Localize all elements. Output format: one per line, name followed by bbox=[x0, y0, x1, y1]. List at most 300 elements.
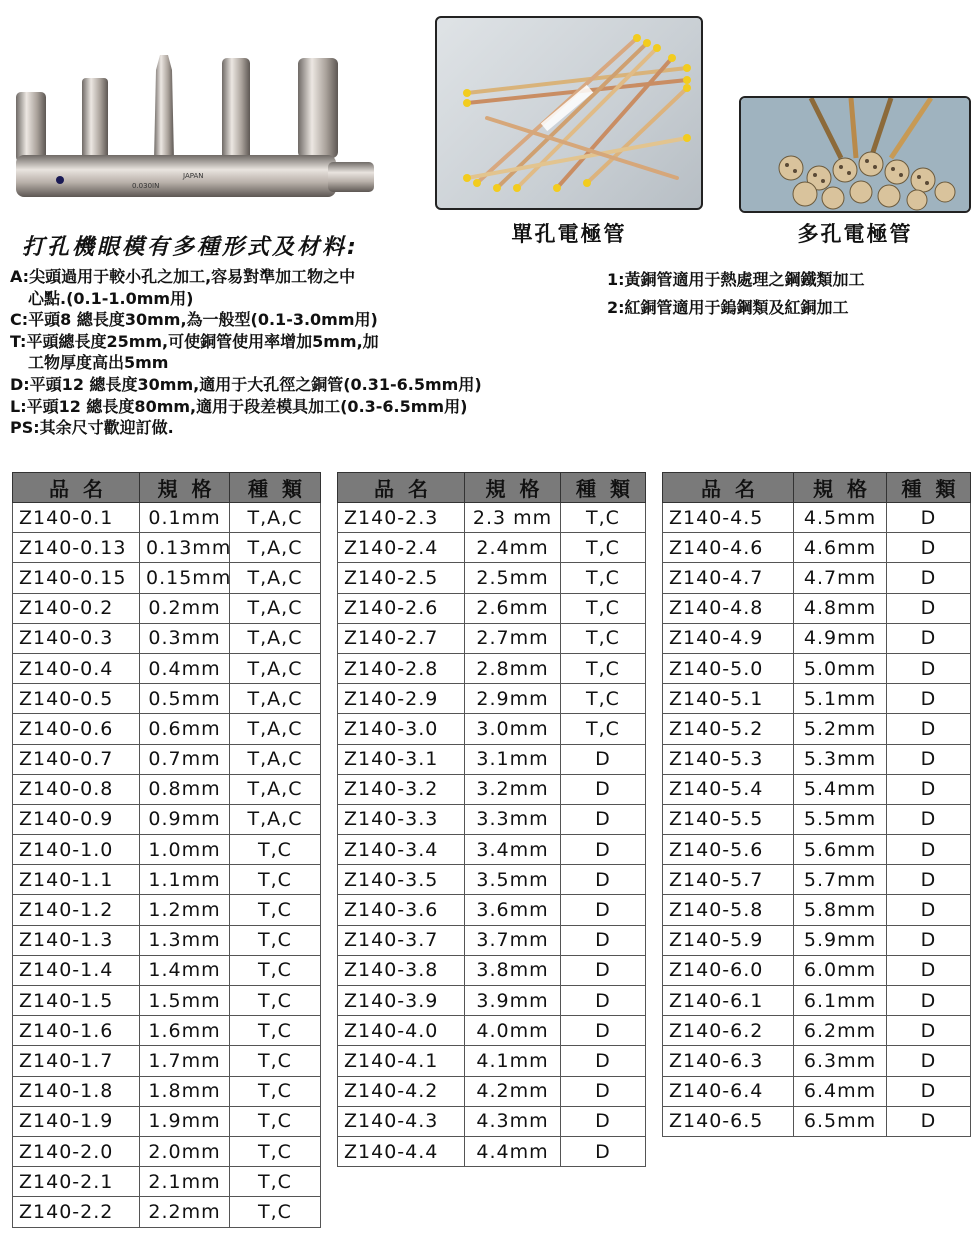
material-note: 2:紅銅管適用于鎢鋼類及紅銅加工 bbox=[607, 298, 849, 317]
product-name-cell: Z140-1.5 bbox=[13, 986, 140, 1016]
product-name-cell: Z140-5.5 bbox=[663, 804, 794, 834]
type-cell: T,C bbox=[230, 895, 321, 925]
type-cell: T,C bbox=[561, 503, 646, 533]
type-cell: D bbox=[561, 1136, 646, 1166]
spec-cell: 2.5mm bbox=[465, 563, 561, 593]
type-cell: D bbox=[887, 1046, 971, 1076]
table-row bbox=[338, 865, 646, 895]
table-row bbox=[338, 955, 646, 985]
type-cell: T,C bbox=[230, 1136, 321, 1166]
product-name-cell: Z140-2.3 bbox=[338, 503, 465, 533]
spec-table-2 bbox=[337, 472, 646, 1167]
table-row bbox=[338, 804, 646, 834]
table-row bbox=[338, 925, 646, 955]
spec-cell: 6.0mm bbox=[794, 955, 887, 985]
table-row bbox=[13, 1167, 321, 1197]
type-cell: T,C bbox=[230, 1197, 321, 1227]
product-name-cell: Z140-6.2 bbox=[663, 1016, 794, 1046]
table-row bbox=[13, 1106, 321, 1136]
spec-cell: 2.9mm bbox=[465, 684, 561, 714]
table-row bbox=[338, 895, 646, 925]
table-row bbox=[338, 533, 646, 563]
table-row bbox=[338, 593, 646, 623]
spec-cell: 3.9mm bbox=[465, 986, 561, 1016]
spec-cell: 3.4mm bbox=[465, 835, 561, 865]
single-hole-tubes-illustration bbox=[437, 18, 701, 208]
type-cell: D bbox=[887, 684, 971, 714]
spec-cell: 3.6mm bbox=[465, 895, 561, 925]
table-row bbox=[13, 563, 321, 593]
table-row bbox=[338, 503, 646, 533]
type-cell: T,A,C bbox=[230, 503, 321, 533]
table-row bbox=[13, 774, 321, 804]
table-row bbox=[338, 1076, 646, 1106]
spec-cell: 3.7mm bbox=[465, 925, 561, 955]
type-cell: D bbox=[887, 925, 971, 955]
table-row bbox=[338, 1136, 646, 1166]
header-type: 種類 bbox=[561, 473, 646, 503]
product-name-cell: Z140-3.8 bbox=[338, 955, 465, 985]
type-cell: D bbox=[887, 955, 971, 985]
table-row bbox=[13, 865, 321, 895]
spec-cell: 4.1mm bbox=[465, 1046, 561, 1076]
spec-cell: 2.2mm bbox=[140, 1197, 230, 1227]
spec-cell: 5.3mm bbox=[794, 744, 887, 774]
spec-cell: 1.0mm bbox=[140, 835, 230, 865]
type-cell: T,C bbox=[561, 714, 646, 744]
header-name: 品名 bbox=[663, 473, 794, 503]
product-name-cell: Z140-0.13 bbox=[13, 533, 140, 563]
multi-hole-tubes-illustration bbox=[741, 98, 969, 211]
spec-cell: 5.5mm bbox=[794, 804, 887, 834]
table-row bbox=[13, 1076, 321, 1106]
product-name-cell: Z140-0.1 bbox=[13, 503, 140, 533]
table-row bbox=[663, 804, 971, 834]
product-name-cell: Z140-0.6 bbox=[13, 714, 140, 744]
spec-cell: 6.5mm bbox=[794, 1106, 887, 1136]
table-row bbox=[663, 744, 971, 774]
header-type: 種類 bbox=[230, 473, 321, 503]
type-cell: T,C bbox=[230, 1167, 321, 1197]
spec-cell: 4.6mm bbox=[794, 533, 887, 563]
table-row bbox=[663, 714, 971, 744]
spec-cell: 1.4mm bbox=[140, 955, 230, 985]
spec-cell: 1.5mm bbox=[140, 986, 230, 1016]
type-cell: T,A,C bbox=[230, 623, 321, 653]
product-name-cell: Z140-5.4 bbox=[663, 774, 794, 804]
multi-hole-caption: 多孔電極管 bbox=[797, 222, 913, 246]
type-cell: D bbox=[887, 804, 971, 834]
product-name-cell: Z140-3.4 bbox=[338, 835, 465, 865]
product-name-cell: Z140-2.0 bbox=[13, 1136, 140, 1166]
product-name-cell: Z140-0.4 bbox=[13, 653, 140, 683]
product-name-cell: Z140-0.7 bbox=[13, 744, 140, 774]
note-line: L:平頭12 總長度80mm,適用于段差模具加工(0.3-6.5mm用) bbox=[10, 396, 468, 416]
note-line: 心點.(0.1-1.0mm用) bbox=[28, 288, 194, 308]
table-row bbox=[13, 714, 321, 744]
spec-cell: 5.8mm bbox=[794, 895, 887, 925]
table-row bbox=[13, 744, 321, 774]
product-name-cell: Z140-5.6 bbox=[663, 835, 794, 865]
table-row bbox=[13, 895, 321, 925]
product-name-cell: Z140-2.2 bbox=[13, 1197, 140, 1227]
product-name-cell: Z140-1.3 bbox=[13, 925, 140, 955]
type-cell: D bbox=[887, 714, 971, 744]
guide-marking-origin: JAPAN bbox=[183, 172, 204, 180]
product-name-cell: Z140-1.9 bbox=[13, 1106, 140, 1136]
product-name-cell: Z140-3.1 bbox=[338, 744, 465, 774]
spec-cell: 0.15mm bbox=[140, 563, 230, 593]
product-name-cell: Z140-0.15 bbox=[13, 563, 140, 593]
product-name-cell: Z140-3.3 bbox=[338, 804, 465, 834]
product-name-cell: Z140-5.2 bbox=[663, 714, 794, 744]
product-name-cell: Z140-4.2 bbox=[338, 1076, 465, 1106]
table-row bbox=[663, 623, 971, 653]
notes-left bbox=[10, 266, 482, 439]
table-row bbox=[663, 835, 971, 865]
type-cell: D bbox=[561, 955, 646, 985]
note-line: D:平頭12 總長度30mm,適用于大孔徑之銅管(0.31-6.5mm用) bbox=[10, 374, 482, 394]
type-cell: T,C bbox=[561, 563, 646, 593]
type-cell: D bbox=[887, 1016, 971, 1046]
product-name-cell: Z140-1.0 bbox=[13, 835, 140, 865]
spec-cell: 4.7mm bbox=[794, 563, 887, 593]
header-spec: 規格 bbox=[794, 473, 887, 503]
type-cell: D bbox=[561, 1106, 646, 1136]
spec-cell: 3.5mm bbox=[465, 865, 561, 895]
spec-cell: 5.7mm bbox=[794, 865, 887, 895]
product-name-cell: Z140-1.4 bbox=[13, 955, 140, 985]
spec-cell: 5.9mm bbox=[794, 925, 887, 955]
table-row bbox=[663, 774, 971, 804]
table-row bbox=[663, 986, 971, 1016]
table-row bbox=[663, 895, 971, 925]
header-name: 品名 bbox=[338, 473, 465, 503]
product-name-cell: Z140-3.6 bbox=[338, 895, 465, 925]
type-cell: D bbox=[561, 1016, 646, 1046]
type-cell: T,A,C bbox=[230, 684, 321, 714]
product-name-cell: Z140-5.8 bbox=[663, 895, 794, 925]
type-cell: T,C bbox=[230, 835, 321, 865]
table-row bbox=[338, 1016, 646, 1046]
type-cell: T,A,C bbox=[230, 563, 321, 593]
table-row bbox=[13, 1136, 321, 1166]
type-cell: T,A,C bbox=[230, 593, 321, 623]
product-name-cell: Z140-6.0 bbox=[663, 955, 794, 985]
table-row bbox=[663, 503, 971, 533]
product-name-cell: Z140-6.3 bbox=[663, 1046, 794, 1076]
spec-table-1 bbox=[12, 472, 321, 1228]
spec-cell: 0.13mm bbox=[140, 533, 230, 563]
product-name-cell: Z140-2.5 bbox=[338, 563, 465, 593]
product-name-cell: Z140-4.1 bbox=[338, 1046, 465, 1076]
spec-cell: 4.2mm bbox=[465, 1076, 561, 1106]
spec-cell: 3.1mm bbox=[465, 744, 561, 774]
spec-cell: 4.3mm bbox=[465, 1106, 561, 1136]
spec-cell: 4.5mm bbox=[794, 503, 887, 533]
type-cell: D bbox=[887, 895, 971, 925]
notes-right bbox=[607, 266, 865, 322]
type-cell: T,C bbox=[230, 1106, 321, 1136]
table-row bbox=[13, 684, 321, 714]
product-name-cell: Z140-2.4 bbox=[338, 533, 465, 563]
spec-cell: 4.8mm bbox=[794, 593, 887, 623]
spec-cell: 0.9mm bbox=[140, 804, 230, 834]
spec-cell: 3.3mm bbox=[465, 804, 561, 834]
table-row bbox=[13, 1016, 321, 1046]
type-cell: D bbox=[887, 744, 971, 774]
spec-cell: 0.4mm bbox=[140, 653, 230, 683]
spec-cell: 2.3 mm bbox=[465, 503, 561, 533]
spec-cell: 1.7mm bbox=[140, 1046, 230, 1076]
table-row bbox=[13, 804, 321, 834]
type-cell: T,C bbox=[561, 684, 646, 714]
spec-cell: 4.4mm bbox=[465, 1136, 561, 1166]
table-row bbox=[663, 1106, 971, 1136]
type-cell: T,A,C bbox=[230, 533, 321, 563]
product-name-cell: Z140-3.0 bbox=[338, 714, 465, 744]
spec-cell: 3.0mm bbox=[465, 714, 561, 744]
note-line: PS:其余尺寸歡迎訂做. bbox=[10, 418, 174, 438]
spec-cell: 2.1mm bbox=[140, 1167, 230, 1197]
type-cell: T,C bbox=[230, 1046, 321, 1076]
table-row bbox=[13, 986, 321, 1016]
spec-cell: 1.6mm bbox=[140, 1016, 230, 1046]
type-cell: T,A,C bbox=[230, 774, 321, 804]
table-row bbox=[663, 1016, 971, 1046]
type-cell: T,A,C bbox=[230, 653, 321, 683]
product-name-cell: Z140-3.9 bbox=[338, 986, 465, 1016]
spec-table-3 bbox=[662, 472, 971, 1137]
table-row bbox=[663, 955, 971, 985]
type-cell: D bbox=[887, 835, 971, 865]
table-row bbox=[338, 623, 646, 653]
product-name-cell: Z140-3.7 bbox=[338, 925, 465, 955]
type-cell: D bbox=[887, 1076, 971, 1106]
product-name-cell: Z140-0.5 bbox=[13, 684, 140, 714]
single-hole-tube-photo bbox=[435, 16, 703, 210]
table-row bbox=[13, 955, 321, 985]
product-name-cell: Z140-5.3 bbox=[663, 744, 794, 774]
product-name-cell: Z140-4.8 bbox=[663, 593, 794, 623]
product-name-cell: Z140-1.2 bbox=[13, 895, 140, 925]
product-name-cell: Z140-1.1 bbox=[13, 865, 140, 895]
product-name-cell: Z140-6.1 bbox=[663, 986, 794, 1016]
note-line: T:平頭總長度25mm,可使銅管使用率增加5mm,加 bbox=[10, 331, 379, 351]
product-name-cell: Z140-1.6 bbox=[13, 1016, 140, 1046]
spec-cell: 5.6mm bbox=[794, 835, 887, 865]
table-row bbox=[338, 1046, 646, 1076]
table-row bbox=[663, 593, 971, 623]
type-cell: D bbox=[561, 925, 646, 955]
spec-cell: 6.3mm bbox=[794, 1046, 887, 1076]
type-cell: D bbox=[887, 503, 971, 533]
note-line: A:尖頭過用于較小孔之加工,容易對準加工物之中 bbox=[10, 267, 356, 286]
spec-cell: 1.2mm bbox=[140, 895, 230, 925]
table-row bbox=[338, 774, 646, 804]
spec-cell: 2.4mm bbox=[465, 533, 561, 563]
single-hole-caption: 單孔電極管 bbox=[511, 222, 627, 246]
table-row bbox=[338, 835, 646, 865]
table-row bbox=[13, 653, 321, 683]
spec-cell: 1.8mm bbox=[140, 1076, 230, 1106]
type-cell: T,C bbox=[230, 1016, 321, 1046]
product-name-cell: Z140-0.8 bbox=[13, 774, 140, 804]
spec-cell: 6.4mm bbox=[794, 1076, 887, 1106]
table-row bbox=[338, 684, 646, 714]
type-cell: D bbox=[887, 653, 971, 683]
header-name: 品名 bbox=[13, 473, 140, 503]
type-cell: T,C bbox=[230, 955, 321, 985]
type-cell: D bbox=[887, 986, 971, 1016]
multi-hole-tube-photo bbox=[739, 96, 971, 213]
table-row bbox=[663, 684, 971, 714]
type-cell: D bbox=[887, 563, 971, 593]
type-cell: D bbox=[561, 895, 646, 925]
spec-cell: 0.2mm bbox=[140, 593, 230, 623]
table-row bbox=[663, 563, 971, 593]
spec-cell: 1.3mm bbox=[140, 925, 230, 955]
table-row bbox=[338, 653, 646, 683]
header-spec: 規格 bbox=[140, 473, 230, 503]
product-name-cell: Z140-4.0 bbox=[338, 1016, 465, 1046]
table-row bbox=[663, 653, 971, 683]
spec-cell: 5.4mm bbox=[794, 774, 887, 804]
type-cell: D bbox=[561, 1076, 646, 1106]
product-name-cell: Z140-4.3 bbox=[338, 1106, 465, 1136]
product-name-cell: Z140-2.8 bbox=[338, 653, 465, 683]
table-row bbox=[13, 623, 321, 653]
type-cell: T,C bbox=[561, 653, 646, 683]
guide-marking-size: 0.030IN bbox=[132, 182, 160, 190]
spec-cell: 1.9mm bbox=[140, 1106, 230, 1136]
table-row bbox=[13, 925, 321, 955]
type-cell: T,C bbox=[230, 986, 321, 1016]
product-name-cell: Z140-0.9 bbox=[13, 804, 140, 834]
spec-cell: 2.0mm bbox=[140, 1136, 230, 1166]
table-row bbox=[338, 986, 646, 1016]
note-line: 工物厚度高出5mm bbox=[28, 353, 169, 373]
type-cell: D bbox=[887, 533, 971, 563]
spec-cell: 5.1mm bbox=[794, 684, 887, 714]
spec-cell: 0.7mm bbox=[140, 744, 230, 774]
product-name-cell: Z140-4.4 bbox=[338, 1136, 465, 1166]
table-row bbox=[338, 563, 646, 593]
spec-cell: 0.3mm bbox=[140, 623, 230, 653]
product-name-cell: Z140-1.8 bbox=[13, 1076, 140, 1106]
type-cell: D bbox=[561, 865, 646, 895]
product-name-cell: Z140-2.6 bbox=[338, 593, 465, 623]
product-name-cell: Z140-3.2 bbox=[338, 774, 465, 804]
spec-cell: 2.8mm bbox=[465, 653, 561, 683]
spec-cell: 4.0mm bbox=[465, 1016, 561, 1046]
type-cell: D bbox=[887, 774, 971, 804]
product-name-cell: Z140-0.2 bbox=[13, 593, 140, 623]
spec-cell: 0.1mm bbox=[140, 503, 230, 533]
product-name-cell: Z140-4.9 bbox=[663, 623, 794, 653]
product-name-cell: Z140-4.7 bbox=[663, 563, 794, 593]
spec-cell: 2.7mm bbox=[465, 623, 561, 653]
note-line: C:平頭8 總長度30mm,為一般型(0.1-3.0mm用) bbox=[10, 310, 378, 330]
product-name-cell: Z140-1.7 bbox=[13, 1046, 140, 1076]
table-row bbox=[13, 533, 321, 563]
spec-cell: 3.2mm bbox=[465, 774, 561, 804]
spec-cell: 6.1mm bbox=[794, 986, 887, 1016]
product-name-cell: Z140-4.6 bbox=[663, 533, 794, 563]
spec-cell: 2.6mm bbox=[465, 593, 561, 623]
material-note: 1:黃銅管適用于熱處理之鋼鐵類加工 bbox=[607, 270, 865, 289]
type-cell: D bbox=[887, 1106, 971, 1136]
type-cell: T,A,C bbox=[230, 804, 321, 834]
spec-cell: 0.5mm bbox=[140, 684, 230, 714]
type-cell: D bbox=[561, 986, 646, 1016]
table-row bbox=[663, 1046, 971, 1076]
type-cell: T,C bbox=[561, 593, 646, 623]
product-name-cell: Z140-5.7 bbox=[663, 865, 794, 895]
product-name-cell: Z140-6.5 bbox=[663, 1106, 794, 1136]
table-row bbox=[13, 593, 321, 623]
type-cell: D bbox=[887, 623, 971, 653]
spec-cell: 6.2mm bbox=[794, 1016, 887, 1046]
table-row bbox=[338, 714, 646, 744]
header-type: 種類 bbox=[887, 473, 971, 503]
type-cell: T,C bbox=[230, 925, 321, 955]
product-name-cell: Z140-0.3 bbox=[13, 623, 140, 653]
table-row bbox=[338, 744, 646, 774]
type-cell: D bbox=[561, 804, 646, 834]
spec-cell: 5.2mm bbox=[794, 714, 887, 744]
table-row bbox=[13, 1197, 321, 1227]
table-row bbox=[663, 925, 971, 955]
product-name-cell: Z140-5.1 bbox=[663, 684, 794, 714]
type-cell: T,C bbox=[561, 623, 646, 653]
product-name-cell: Z140-5.9 bbox=[663, 925, 794, 955]
spec-cell: 4.9mm bbox=[794, 623, 887, 653]
product-name-cell: Z140-6.4 bbox=[663, 1076, 794, 1106]
table-row bbox=[663, 1076, 971, 1106]
spec-cell: 5.0mm bbox=[794, 653, 887, 683]
product-name-cell: Z140-2.1 bbox=[13, 1167, 140, 1197]
type-cell: T,C bbox=[230, 1076, 321, 1106]
spec-cell: 0.6mm bbox=[140, 714, 230, 744]
section-heading: 打孔機眼模有多種形式及材料: bbox=[22, 235, 359, 260]
table-row bbox=[663, 533, 971, 563]
type-cell: D bbox=[561, 835, 646, 865]
type-cell: D bbox=[561, 744, 646, 774]
type-cell: D bbox=[561, 774, 646, 804]
type-cell: T,A,C bbox=[230, 744, 321, 774]
guide-photo bbox=[8, 50, 378, 210]
product-name-cell: Z140-2.9 bbox=[338, 684, 465, 714]
type-cell: D bbox=[561, 1046, 646, 1076]
type-cell: T,C bbox=[561, 533, 646, 563]
table-row bbox=[13, 503, 321, 533]
type-cell: T,C bbox=[230, 865, 321, 895]
table-row bbox=[13, 835, 321, 865]
product-name-cell: Z140-2.7 bbox=[338, 623, 465, 653]
product-name-cell: Z140-4.5 bbox=[663, 503, 794, 533]
spec-cell: 1.1mm bbox=[140, 865, 230, 895]
table-row bbox=[663, 865, 971, 895]
spec-cell: 0.8mm bbox=[140, 774, 230, 804]
product-name-cell: Z140-5.0 bbox=[663, 653, 794, 683]
header-spec: 規格 bbox=[465, 473, 561, 503]
product-name-cell: Z140-3.5 bbox=[338, 865, 465, 895]
type-cell: D bbox=[887, 865, 971, 895]
table-row bbox=[13, 1046, 321, 1076]
guide-illustration bbox=[8, 50, 378, 210]
type-cell: D bbox=[887, 593, 971, 623]
